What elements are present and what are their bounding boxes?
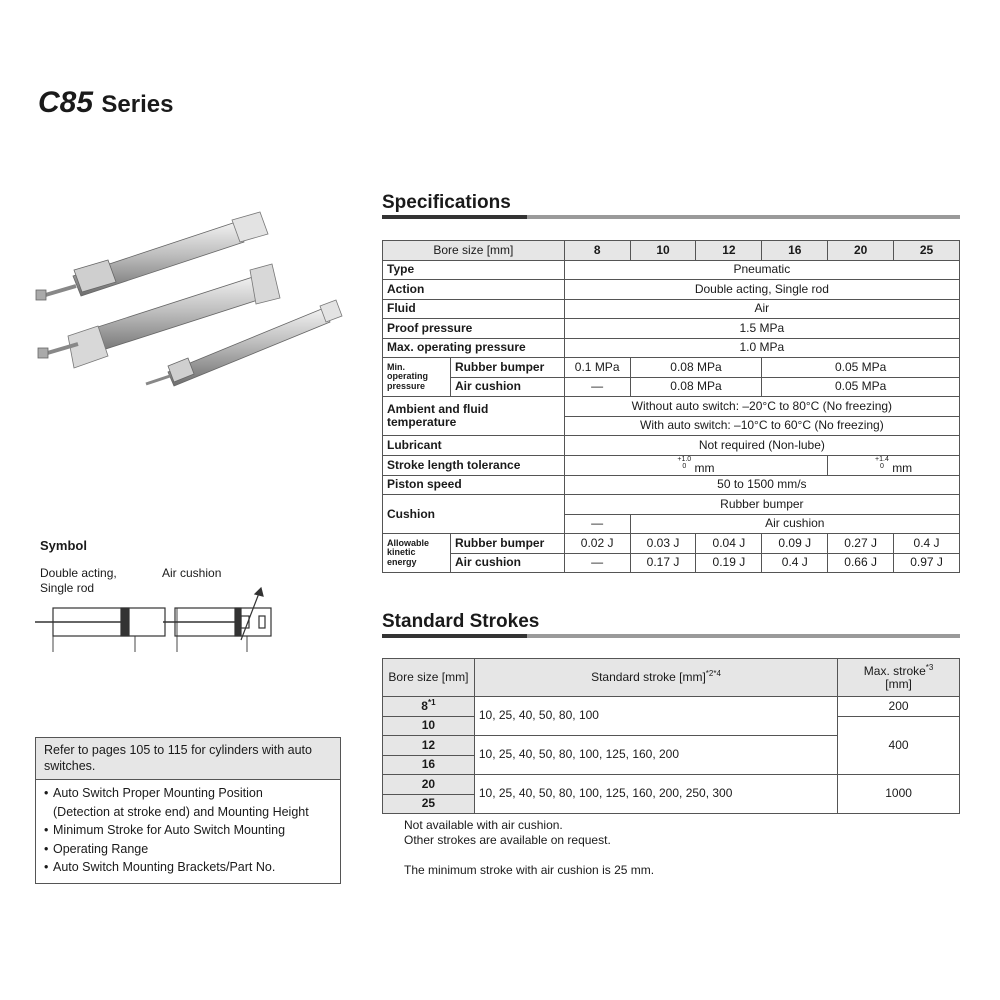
note-line: Not available with air cushion. (404, 818, 563, 832)
table-row (383, 358, 960, 378)
bore-header-cell: 12 (696, 241, 762, 261)
bore-header-cell: 25 (894, 241, 960, 261)
table-row (383, 697, 960, 717)
tolerance-plus: +1.4 (875, 455, 889, 463)
standard-stroke-header (474, 659, 837, 697)
min-pressure-cell: 0.1 MPa (564, 358, 630, 378)
table-row (383, 377, 960, 397)
double-acting-symbol (35, 608, 165, 652)
standard-strokes-rule (382, 634, 960, 638)
stroke-tolerance-label: Stroke length tolerance (383, 455, 565, 475)
kinetic-cell: 0.19 J (696, 553, 762, 573)
specifications-table (382, 240, 960, 573)
table-row (383, 775, 960, 795)
max-operating-pressure-value: 1.0 MPa (564, 338, 959, 358)
auto-switch-info-box (35, 737, 341, 884)
piston-speed-value: 50 to 1500 mm/s (564, 475, 959, 495)
table-row (383, 659, 960, 697)
max-stroke-header (838, 659, 960, 697)
min-pressure-cell: 0.05 MPa (762, 377, 960, 397)
stroke-list-cell: 10, 25, 40, 50, 80, 100, 125, 160, 200 (474, 736, 837, 775)
symbol-diagrams (35, 580, 275, 660)
table-row (383, 397, 960, 417)
kinetic-cell: 0.97 J (894, 553, 960, 573)
specifications-rule (382, 215, 960, 219)
specifications-heading (382, 192, 960, 214)
title-series: Series (101, 91, 174, 118)
title-model: C85 (38, 86, 94, 119)
table-row (383, 241, 960, 261)
note-line: The minimum stroke with air cushion is 25 mm. (404, 863, 655, 877)
cushion-air: Air cushion (630, 514, 959, 534)
table-row (383, 475, 960, 495)
cushion-dash: — (564, 514, 630, 534)
list-item: • Auto Switch Mounting Brackets/Part No. (44, 858, 332, 877)
tolerance-minus: 0 (682, 462, 687, 470)
ambient-without-switch: Without auto switch: –20°C to 80°C (No freezing) (564, 397, 959, 417)
cushion-rubber-bumper: Rubber bumper (564, 495, 959, 515)
bore-cell: 25 (383, 794, 475, 814)
rubber-bumper-label: Rubber bumper (450, 358, 564, 378)
bore-cell: 20 (383, 775, 475, 795)
table-row (383, 455, 960, 475)
kinetic-cell: 0.66 J (828, 553, 894, 573)
proof-pressure-value: 1.5 MPa (564, 319, 959, 339)
standard-strokes-table (382, 658, 960, 814)
max-stroke-cell: 200 (838, 697, 960, 717)
symbol-title: Symbol (40, 538, 87, 553)
table-row (383, 280, 960, 300)
table-row (383, 534, 960, 554)
kinetic-cell: 0.03 J (630, 534, 696, 554)
air-cushion-symbol (163, 588, 271, 652)
max-stroke-cell: 400 (838, 716, 960, 775)
bore-header-cell: 8 (564, 241, 630, 261)
min-pressure-cell: 0.08 MPa (630, 377, 762, 397)
action-label: Action (383, 280, 565, 300)
piston-speed-label: Piston speed (383, 475, 565, 495)
bore-header-cell: 20 (828, 241, 894, 261)
max-stroke-unit: [mm] (885, 677, 912, 691)
max-stroke-cell: 1000 (838, 775, 960, 814)
kinetic-cell: 0.4 J (762, 553, 828, 573)
strokes-notes (404, 818, 654, 878)
bore-cell (383, 697, 475, 717)
min-operating-pressure-label: Min. operating pressure (383, 358, 451, 397)
min-pressure-cell: 0.05 MPa (762, 358, 960, 378)
proof-pressure-label: Proof pressure (383, 319, 565, 339)
kinetic-cell: 0.04 J (696, 534, 762, 554)
air-cushion-label: Air cushion (450, 377, 564, 397)
standard-stroke-header-text: Standard stroke [mm] (591, 670, 706, 685)
ambient-temperature-label: Ambient and fluid temperature (383, 397, 565, 436)
symbol-label-double-line2: Single rod (40, 581, 95, 595)
page-title (38, 86, 173, 120)
list-item: • Minimum Stroke for Auto Switch Mounting (44, 821, 332, 840)
min-pressure-cell: — (564, 377, 630, 397)
table-row (383, 260, 960, 280)
auto-switch-list (36, 780, 340, 881)
bore-cell: 12 (383, 736, 475, 756)
tolerance-unit: mm (892, 460, 913, 475)
symbol-label-double-line1: Double acting, (40, 566, 117, 580)
ambient-with-switch: With auto switch: –10°C to 60°C (No freezing) (564, 416, 959, 436)
auto-switch-intro: Refer to pages 105 to 115 for cylinders with auto switches. (36, 738, 340, 780)
bore-header-cell: 10 (630, 241, 696, 261)
tolerance-minus: 0 (879, 462, 884, 470)
kinetic-cell: 0.17 J (630, 553, 696, 573)
rubber-bumper-label: Rubber bumper (450, 534, 564, 554)
bore-cell: 16 (383, 755, 475, 775)
bore-value: 8 (421, 699, 428, 714)
fluid-label: Fluid (383, 299, 565, 319)
stroke-list-cell: 10, 25, 40, 50, 80, 100, 125, 160, 200, 250, 300 (474, 775, 837, 814)
tolerance-unit: mm (694, 460, 715, 475)
kinetic-cell: 0.09 J (762, 534, 828, 554)
symbol-label-air: Air cushion (162, 566, 222, 580)
table-row (383, 553, 960, 573)
max-stroke-note: *3 (925, 662, 934, 672)
stroke-list-cell: 10, 25, 40, 50, 80, 100 (474, 697, 837, 736)
bore-note: *1 (427, 698, 436, 708)
type-value: Pneumatic (564, 260, 959, 280)
bore-size-header: Bore size [mm] (383, 241, 565, 261)
air-cushion-label: Air cushion (450, 553, 564, 573)
cushion-label: Cushion (383, 495, 565, 534)
list-item: • Operating Range (44, 840, 332, 859)
lubricant-label: Lubricant (383, 436, 565, 456)
table-row (383, 436, 960, 456)
lubricant-value: Not required (Non-lube) (564, 436, 959, 456)
bore-cell: 10 (383, 716, 475, 736)
bore-header-cell: 16 (762, 241, 828, 261)
standard-stroke-note: *2*4 (705, 669, 721, 679)
type-label: Type (383, 260, 565, 280)
kinetic-cell: 0.4 J (894, 534, 960, 554)
table-row (383, 495, 960, 515)
fluid-value: Air (564, 299, 959, 319)
kinetic-cell: 0.27 J (828, 534, 894, 554)
note-line: Other strokes are available on request. (404, 833, 611, 847)
max-operating-pressure-label: Max. operating pressure (383, 338, 565, 358)
table-row (383, 319, 960, 339)
stroke-tolerance-large (828, 455, 960, 475)
list-item-continuation: (Detection at stroke end) and Mounting Height (53, 804, 309, 819)
tolerance-plus: +1.0 (677, 455, 692, 463)
product-photo (28, 208, 358, 388)
table-row (383, 299, 960, 319)
kinetic-energy-label: Allowable kinetic energy (383, 534, 451, 573)
min-pressure-cell: 0.08 MPa (630, 358, 762, 378)
max-stroke-header-text: Max. stroke (863, 663, 926, 678)
action-value: Double acting, Single rod (564, 280, 959, 300)
table-row (383, 338, 960, 358)
specifications-heading-text: Specifications (382, 192, 511, 213)
list-item: • Auto Switch Proper Mounting Position (44, 784, 332, 803)
stroke-tolerance-small (564, 455, 828, 475)
standard-strokes-heading-text: Standard Strokes (382, 611, 540, 632)
kinetic-cell: 0.02 J (564, 534, 630, 554)
standard-strokes-heading (382, 611, 960, 633)
kinetic-cell: — (564, 553, 630, 573)
bore-size-header: Bore size [mm] (383, 659, 475, 697)
